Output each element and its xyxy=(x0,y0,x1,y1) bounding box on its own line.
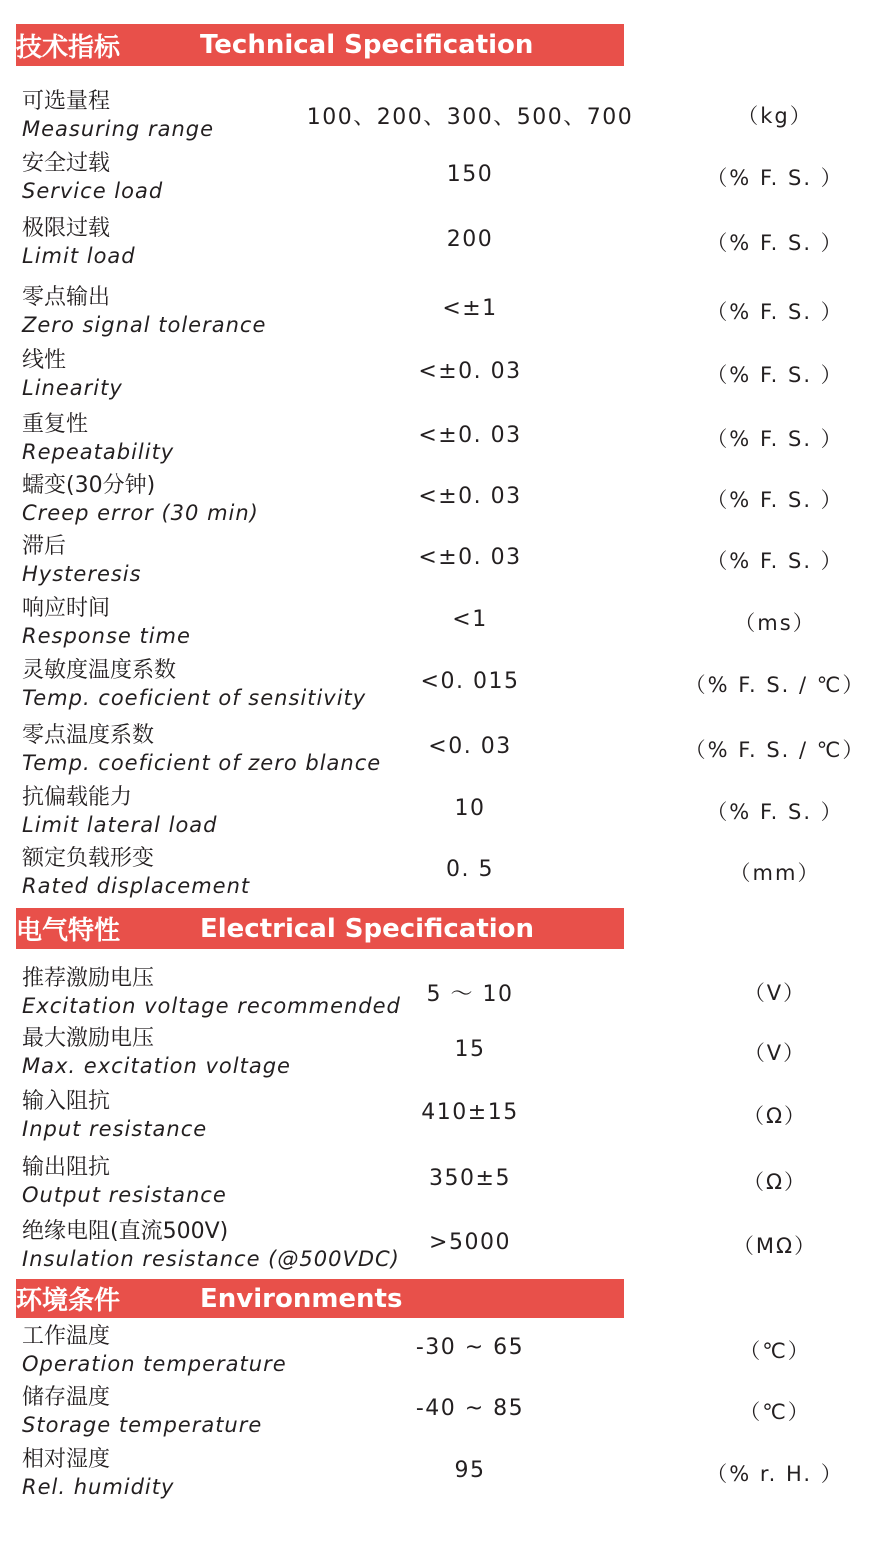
spec-label-en: Rel. humidity xyxy=(22,1475,175,1499)
spec-label-en: Repeatability xyxy=(22,440,175,464)
spec-label-en: Max. excitation voltage xyxy=(22,1054,291,1078)
spec-label xyxy=(22,533,142,587)
spec-unit: （Ω） xyxy=(742,1104,808,1128)
spec-unit: （℃） xyxy=(739,1400,811,1424)
spec-label-en: Linearity xyxy=(22,376,123,400)
spec-value: 15 xyxy=(454,1037,486,1062)
spec-row xyxy=(0,1154,881,1216)
spec-label-en: Rated displacement xyxy=(22,874,251,898)
section-header-electrical xyxy=(16,908,624,949)
spec-unit: （V） xyxy=(743,981,807,1005)
spec-unit: （% r. H. ） xyxy=(706,1462,844,1486)
spec-label-en: Operation temperature xyxy=(22,1352,287,1376)
spec-unit: （% F. S. / ℃） xyxy=(684,738,866,762)
spec-row xyxy=(0,784,881,846)
spec-unit: （% F. S. ） xyxy=(706,231,844,255)
spec-row xyxy=(0,845,881,907)
spec-row xyxy=(0,1025,881,1087)
spec-row xyxy=(0,88,881,150)
section-title-zh: 电气特性 xyxy=(16,916,121,946)
section-title-en: Environments xyxy=(200,1283,403,1314)
spec-value: 150 xyxy=(446,162,494,187)
spec-label-zh: 零点温度系数 xyxy=(22,723,155,748)
spec-label-zh: 蠕变(30分钟) xyxy=(22,473,156,498)
spec-label-en: Service load xyxy=(22,179,164,203)
spec-row xyxy=(0,533,881,595)
spec-value: 200 xyxy=(446,227,494,252)
spec-label-en: Zero signal tolerance xyxy=(22,313,267,337)
section-title-en: Electrical Specification xyxy=(200,913,535,944)
section-title-en: Technical Specification xyxy=(200,30,534,60)
spec-value: 10 xyxy=(454,796,486,821)
spec-row xyxy=(0,722,881,784)
spec-unit: （V） xyxy=(743,1041,807,1065)
spec-label-zh: 相对湿度 xyxy=(22,1447,111,1472)
spec-label-zh: 绝缘电阻(直流500V) xyxy=(22,1219,229,1244)
spec-label-en: Limit load xyxy=(22,244,136,268)
section-header-environments xyxy=(16,1279,624,1318)
section-header-technical xyxy=(16,24,624,66)
spec-unit: （% F. S. ） xyxy=(706,363,844,387)
spec-row xyxy=(0,411,881,473)
spec-unit: （MΩ） xyxy=(732,1234,818,1258)
spec-value: <±0. 03 xyxy=(418,423,522,448)
spec-label-en: Insulation resistance (@500VDC) xyxy=(22,1247,400,1271)
spec-row xyxy=(0,215,881,277)
spec-value: <0. 03 xyxy=(428,734,512,759)
spec-value: <±0. 03 xyxy=(418,359,522,384)
spec-value: >5000 xyxy=(429,1230,511,1255)
spec-value: -30 ~ 65 xyxy=(415,1335,525,1360)
spec-label xyxy=(22,784,218,838)
spec-label-zh: 可选量程 xyxy=(22,89,111,114)
spec-label xyxy=(22,284,266,338)
spec-row xyxy=(0,1384,881,1446)
spec-unit: （mm） xyxy=(729,861,821,885)
spec-label-en: Response time xyxy=(22,624,191,648)
section-title-zh: 环境条件 xyxy=(16,1286,121,1316)
spec-unit: （kg） xyxy=(737,104,813,128)
spec-unit: （Ω） xyxy=(742,1170,808,1194)
spec-row xyxy=(0,1218,881,1280)
spec-label-en: Creep error (30 min) xyxy=(22,501,259,525)
spec-value: 0. 5 xyxy=(446,857,494,882)
spec-label xyxy=(22,347,123,401)
spec-unit: （℃） xyxy=(739,1339,811,1363)
spec-row xyxy=(0,472,881,534)
spec-value: <±0. 03 xyxy=(418,484,522,509)
spec-label xyxy=(22,472,259,526)
spec-label xyxy=(22,150,163,204)
spec-unit: （ms） xyxy=(734,611,816,635)
spec-row xyxy=(0,657,881,719)
spec-value: 410±15 xyxy=(421,1100,519,1125)
spec-row xyxy=(0,595,881,657)
section-title-zh: 技术指标 xyxy=(16,32,121,63)
spec-label-zh: 输入阻抗 xyxy=(22,1089,111,1114)
spec-row xyxy=(0,347,881,409)
spec-label-zh: 额定负载形变 xyxy=(22,846,155,871)
spec-label-zh: 滞后 xyxy=(22,534,67,559)
spec-label-zh: 重复性 xyxy=(22,412,89,437)
spec-label-zh: 最大激励电压 xyxy=(22,1026,155,1051)
spec-unit: （% F. S. ） xyxy=(706,427,844,451)
spec-label-en: Limit lateral load xyxy=(22,813,218,837)
spec-value: 5 ～ 10 xyxy=(426,982,514,1007)
spec-unit: （% F. S. / ℃） xyxy=(684,673,866,697)
spec-label-zh: 储存温度 xyxy=(22,1385,111,1410)
spec-value: 95 xyxy=(454,1458,486,1483)
spec-label-zh: 工作温度 xyxy=(22,1324,111,1349)
spec-label-en: Hysteresis xyxy=(22,562,142,586)
spec-label xyxy=(22,88,214,142)
spec-label xyxy=(22,1154,227,1208)
spec-label-zh: 响应时间 xyxy=(22,596,111,621)
spec-value: <±0. 03 xyxy=(418,545,522,570)
spec-unit: （% F. S. ） xyxy=(706,800,844,824)
spec-label xyxy=(22,1446,174,1500)
spec-label-en: Measuring range xyxy=(22,117,215,141)
spec-label-zh: 极限过载 xyxy=(22,216,111,241)
spec-row xyxy=(0,1446,881,1508)
spec-label xyxy=(22,1384,262,1438)
spec-label xyxy=(22,215,136,269)
spec-label xyxy=(22,1025,291,1079)
spec-label-zh: 灵敏度温度系数 xyxy=(22,658,177,683)
spec-label-zh: 输出阻抗 xyxy=(22,1155,111,1180)
spec-label-zh: 线性 xyxy=(22,348,67,373)
spec-label xyxy=(22,595,191,649)
spec-value: <0. 015 xyxy=(420,669,520,694)
spec-label-en: Temp. coeficient of sensitivity xyxy=(22,686,367,710)
spec-value: -40 ~ 85 xyxy=(415,1396,525,1421)
spec-label-zh: 零点输出 xyxy=(22,285,111,310)
spec-label-en: Input resistance xyxy=(22,1117,208,1141)
spec-label-en: Excitation voltage recommended xyxy=(22,994,401,1018)
spec-row xyxy=(0,1088,881,1150)
spec-value: 350±5 xyxy=(429,1166,511,1191)
spec-label-zh: 推荐激励电压 xyxy=(22,966,155,991)
spec-label xyxy=(22,1323,287,1377)
spec-row xyxy=(0,284,881,346)
spec-label xyxy=(22,411,174,465)
spec-unit: （% F. S. ） xyxy=(706,166,844,190)
spec-row xyxy=(0,1323,881,1385)
spec-label-en: Temp. coeficient of zero blance xyxy=(22,751,382,775)
spec-label-zh: 安全过载 xyxy=(22,151,111,176)
spec-unit: （% F. S. ） xyxy=(706,488,844,512)
spec-label-en: Storage temperature xyxy=(22,1413,263,1437)
spec-label-en: Output resistance xyxy=(22,1183,227,1207)
spec-label-zh: 抗偏载能力 xyxy=(22,785,133,810)
spec-value: 100、200、300、500、700 xyxy=(306,105,634,130)
spec-value: <±1 xyxy=(442,296,498,321)
spec-value: <1 xyxy=(452,607,488,632)
spec-unit: （% F. S. ） xyxy=(706,549,844,573)
spec-unit: （% F. S. ） xyxy=(706,300,844,324)
spec-row xyxy=(0,150,881,212)
spec-label xyxy=(22,845,250,899)
spec-row xyxy=(0,965,881,1027)
spec-label xyxy=(22,1088,207,1142)
